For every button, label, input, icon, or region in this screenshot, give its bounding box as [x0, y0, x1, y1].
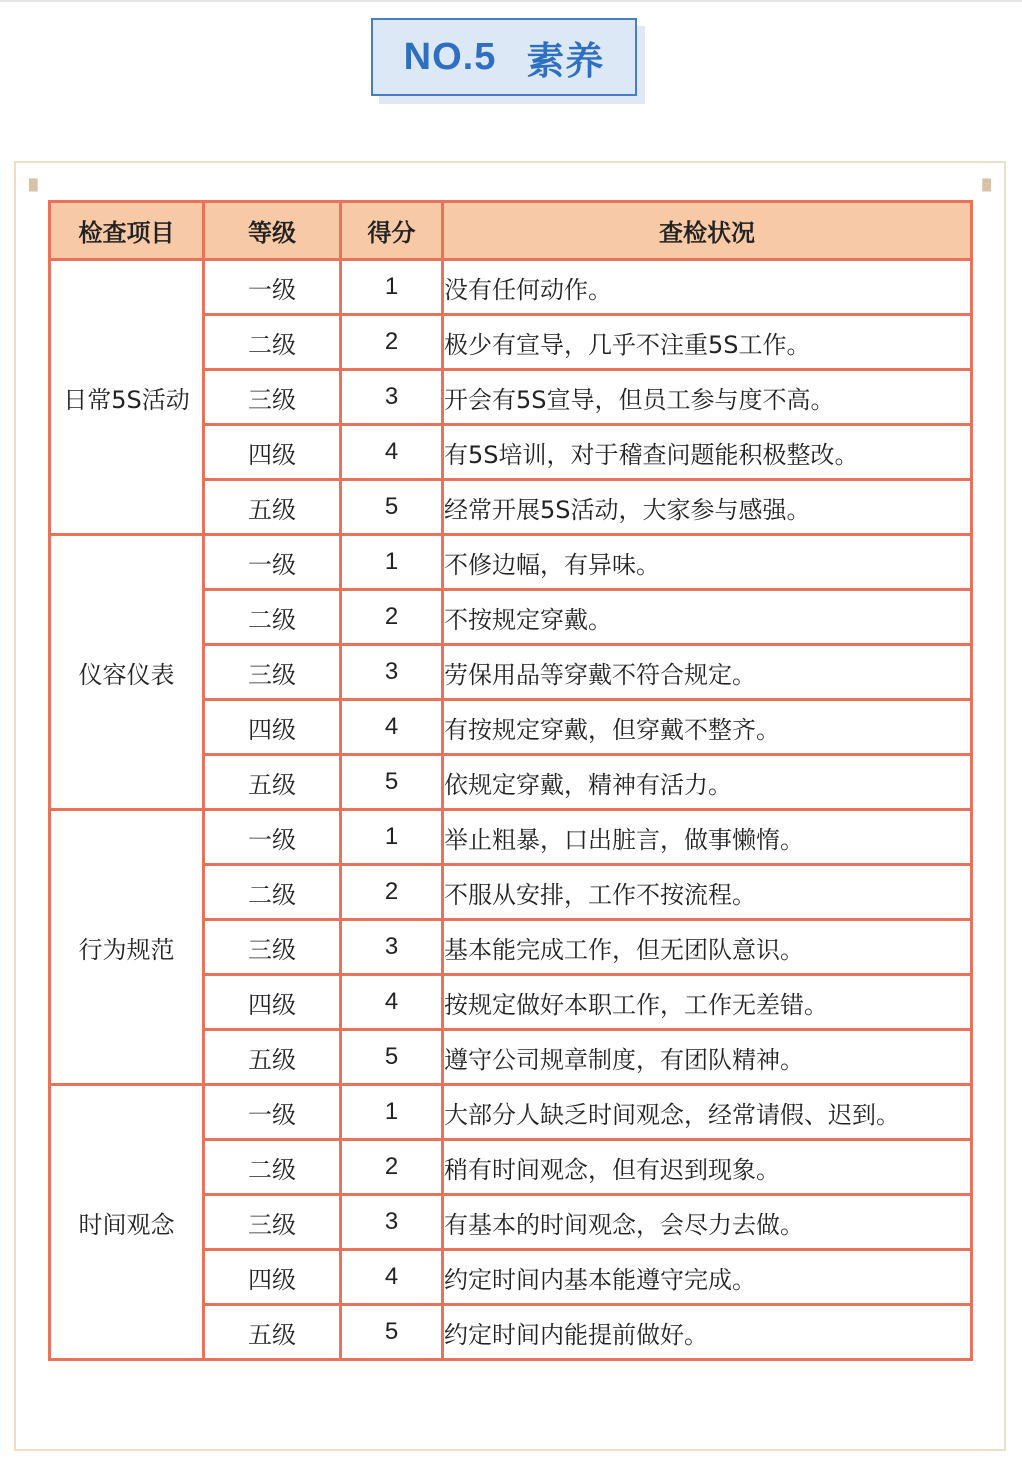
- category-cell: 日常5S活动: [50, 260, 204, 535]
- status-cell: 极少有宣导，几乎不注重5S工作。: [443, 315, 972, 370]
- table-row: [50, 1085, 972, 1140]
- score-cell: 4: [341, 700, 443, 755]
- level-cell: 二级: [204, 590, 341, 645]
- score-cell: 5: [341, 480, 443, 535]
- level-cell: 四级: [204, 975, 341, 1030]
- level-cell: 一级: [204, 1085, 341, 1140]
- status-cell: 不修边幅，有异味。: [443, 535, 972, 590]
- score-cell: 3: [341, 370, 443, 425]
- score-cell: 4: [341, 425, 443, 480]
- score-cell: 2: [341, 590, 443, 645]
- level-cell: 三级: [204, 370, 341, 425]
- level-cell: 三级: [204, 1195, 341, 1250]
- status-cell: 不服从安排，工作不按流程。: [443, 865, 972, 920]
- status-cell: 稍有时间观念，但有迟到现象。: [443, 1140, 972, 1195]
- level-cell: 五级: [204, 1305, 341, 1360]
- status-cell: 约定时间内能提前做好。: [443, 1305, 972, 1360]
- status-cell: 开会有5S宣导，但员工参与度不高。: [443, 370, 972, 425]
- score-cell: 1: [341, 260, 443, 315]
- score-cell: 1: [341, 535, 443, 590]
- level-cell: 一级: [204, 535, 341, 590]
- score-cell: 3: [341, 1195, 443, 1250]
- level-cell: 五级: [204, 755, 341, 810]
- level-cell: 三级: [204, 920, 341, 975]
- level-cell: 四级: [204, 425, 341, 480]
- status-cell: 举止粗暴，口出脏言，做事懒惰。: [443, 810, 972, 865]
- level-cell: 一级: [204, 810, 341, 865]
- score-cell: 4: [341, 1250, 443, 1305]
- table-row: [50, 535, 972, 590]
- score-cell: 4: [341, 975, 443, 1030]
- table-row: [50, 260, 972, 315]
- status-cell: 有按规定穿戴，但穿戴不整齐。: [443, 700, 972, 755]
- top-divider: [0, 0, 1022, 2]
- level-cell: 二级: [204, 1140, 341, 1195]
- status-cell: 有基本的时间观念，会尽力去做。: [443, 1195, 972, 1250]
- title-name: 素养: [526, 38, 605, 83]
- status-cell: 经常开展5S活动，大家参与感强。: [443, 480, 972, 535]
- level-cell: 四级: [204, 1250, 341, 1305]
- status-cell: 不按规定穿戴。: [443, 590, 972, 645]
- table-header-row: [50, 202, 972, 260]
- title-badge: [371, 18, 637, 96]
- level-cell: 五级: [204, 480, 341, 535]
- title-number: NO.5: [403, 35, 497, 78]
- score-cell: 5: [341, 1030, 443, 1085]
- score-cell: 5: [341, 755, 443, 810]
- inspection-table: [48, 200, 973, 1361]
- header-category: 检查项目: [50, 202, 204, 260]
- status-cell: 遵守公司规章制度，有团队精神。: [443, 1030, 972, 1085]
- level-cell: 二级: [204, 315, 341, 370]
- status-cell: 约定时间内基本能遵守完成。: [443, 1250, 972, 1305]
- score-cell: 2: [341, 315, 443, 370]
- category-cell: 行为规范: [50, 810, 204, 1085]
- status-cell: 基本能完成工作，但无团队意识。: [443, 920, 972, 975]
- score-cell: 2: [341, 865, 443, 920]
- category-cell: 时间观念: [50, 1085, 204, 1360]
- title-box: [371, 18, 637, 96]
- corner-ornament-icon: ▗: [20, 167, 38, 192]
- status-cell: 劳保用品等穿戴不符合规定。: [443, 645, 972, 700]
- score-cell: 5: [341, 1305, 443, 1360]
- status-cell: 依规定穿戴，精神有活力。: [443, 755, 972, 810]
- header-score: 得分: [341, 202, 443, 260]
- score-cell: 2: [341, 1140, 443, 1195]
- status-cell: 有5S培训，对于稽查问题能积极整改。: [443, 425, 972, 480]
- level-cell: 五级: [204, 1030, 341, 1085]
- score-cell: 1: [341, 1085, 443, 1140]
- header-status: 查检状况: [443, 202, 972, 260]
- level-cell: 一级: [204, 260, 341, 315]
- score-cell: 3: [341, 920, 443, 975]
- status-cell: 按规定做好本职工作，工作无差错。: [443, 975, 972, 1030]
- table-row: [50, 810, 972, 865]
- header-level: 等级: [204, 202, 341, 260]
- status-cell: 没有任何动作。: [443, 260, 972, 315]
- corner-ornament-icon: ▖: [982, 167, 1000, 192]
- level-cell: 三级: [204, 645, 341, 700]
- level-cell: 四级: [204, 700, 341, 755]
- category-cell: 仪容仪表: [50, 535, 204, 810]
- score-cell: 1: [341, 810, 443, 865]
- status-cell: 大部分人缺乏时间观念，经常请假、迟到。: [443, 1085, 972, 1140]
- score-cell: 3: [341, 645, 443, 700]
- level-cell: 二级: [204, 865, 341, 920]
